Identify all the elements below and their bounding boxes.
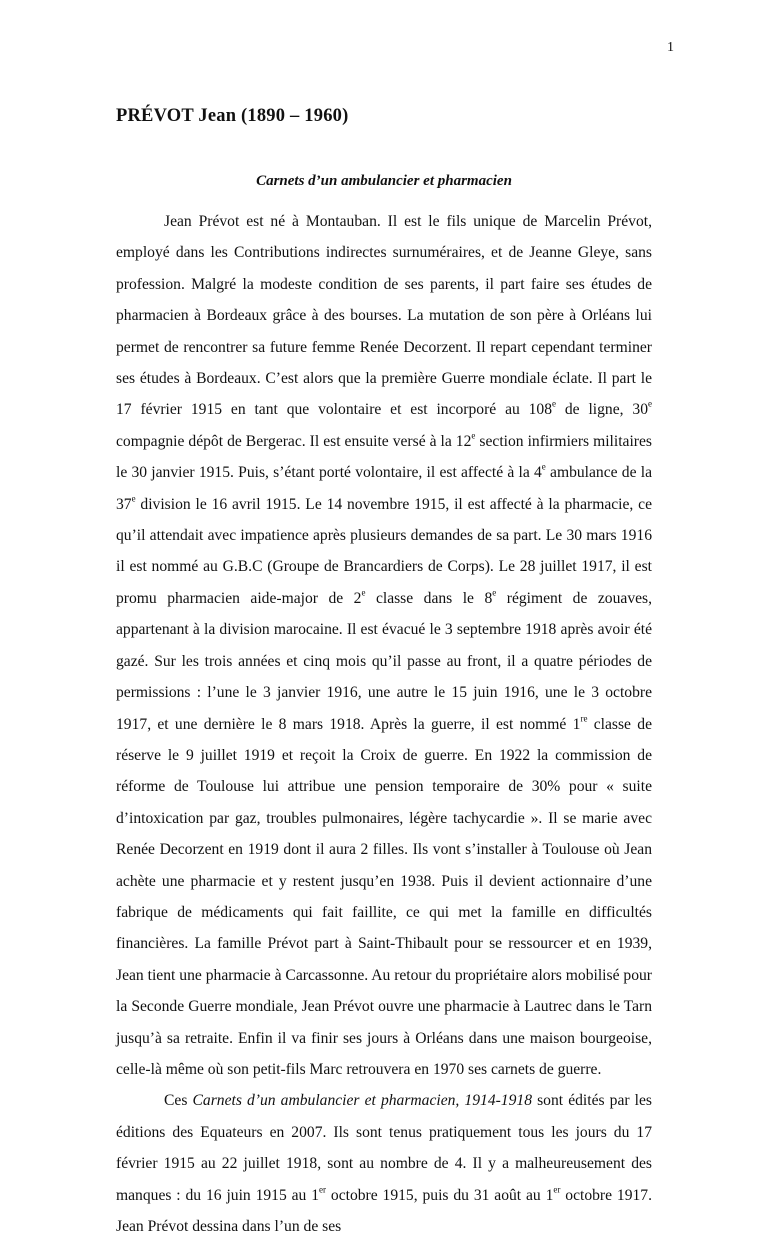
page-title: PRÉVOT Jean (1890 – 1960) — [116, 106, 349, 126]
page-number: 1 — [667, 40, 674, 55]
page-subtitle: Carnets d’un ambulancier et pharmacien — [256, 173, 512, 189]
edition-paragraph: Ces Carnets d’un ambulancier et pharmacien, 1914-1918 sont édités par les éditions des Equateurs en 2007. Ils sont tenus pratiquement tous les jours du 17 février 1915 au 22 juillet 1918, sont au nombre de 4. Il y a malheureusement des manques : du 16 juin 1915 au 1er octobre 1915, puis du 31 août au 1er octobre 1917. Jean Prévot dessina dans l’un de ses — [116, 1092, 652, 1235]
biography-paragraph: Jean Prévot est né à Montauban. Il est le fils unique de Marcelin Prévot, employé dans les Contributions indirectes surnuméraires, et de Jeanne Gleye, sans profession. Malgré la modeste condition de ses parents, il part faire ses études de pharmacien à Bordeaux grâce à des bourses. La mutation de son père à Orléans lui permet de rencontrer sa future femme Renée Decorzent. Il repart cependant terminer ses études à Bordeaux. C’est alors que la première Guerre mondiale éclate. Il part le 17 février 1915 en tant que volontaire et est incorporé au 108e de ligne, 30e compagnie dépôt de Bergerac. Il est ensuite versé à la 12e section infirmiers militaires le 30 janvier 1915. Puis, s’étant porté volontaire, il est affecté à la 4e ambulance de la 37e division le 16 avril 1915. Le 14 novembre 1915, il est affecté à la pharmacie, ce qu’il attendait avec impatience après plusieurs demandes de sa part. Le 30 mars 1916 il est nommé au G.B.C (Groupe de Brancardiers de Corps). Le 28 juillet 1917, il est promu pharmacien aide-major de 2e classe dans le 8e régiment de zouaves, appartenant à la division marocaine. Il est évacué le 3 septembre 1918 après avoir été gazé. Sur les trois années et cinq mois qu’il passe au front, il a quatre périodes de permissions : l’une le 3 janvier 1916, une autre le 15 juin 1916, une le 3 octobre 1917, et une dernière le 8 mars 1918. Après la guerre, il est nommé 1re classe de réserve le 9 juillet 1919 et reçoit la Croix de guerre. En 1922 la commission de réforme de Toulouse lui attribue une pension temporaire de 30% pour « suite d’intoxication par gaz, troubles pulmonaires, légère tachycardie ». Il se marie avec Renée Decorzent en 1919 dont il aura 2 filles. Ils vont s’installer à Toulouse où Jean achète une pharmacie et y restent jusqu’en 1938. Puis il devient actionnaire d’une fabrique de médicaments qui fait faillite, ce qui met la famille en difficultés financières. La famille Prévot part à Saint-Thibault pour se ressourcer et en 1939, Jean tient une pharmacie à Carcassonne. Au retour du propriétaire alors mobilisé pour la Seconde Guerre mondiale, Jean Prévot ouvre une pharmacie à Lautrec dans le Tarn jusqu’à sa retraite. Enfin il va finir ses jours à Orléans dans une maison bourgeoise, celle-là même où son petit-fils Marc retrouvera en 1970 ses carnets de guerre. — [116, 213, 653, 1078]
book-title: Carnets d’un ambulancier et pharmacien, 1914-1918 — [192, 1092, 532, 1110]
document-body — [116, 206, 652, 1242]
